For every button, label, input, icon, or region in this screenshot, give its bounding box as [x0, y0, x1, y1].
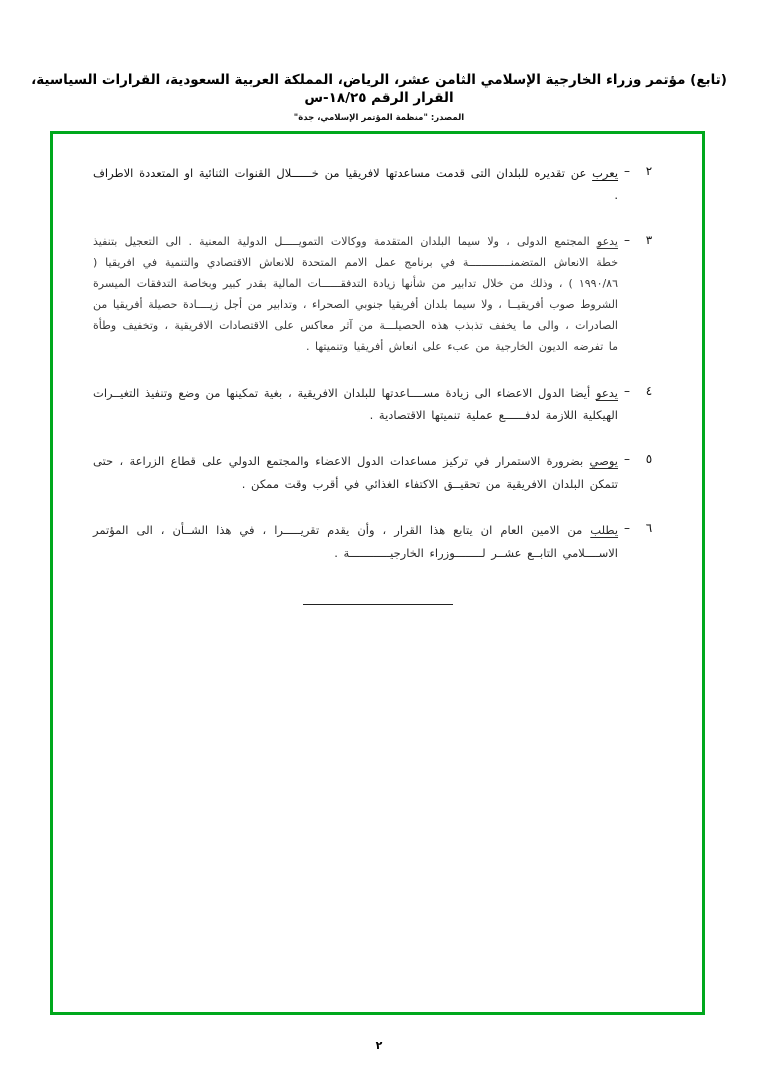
- clause-dash: –: [624, 164, 630, 178]
- frame-content: [53, 134, 702, 1012]
- clause-number: ٢: [645, 164, 653, 178]
- separator-rule-wrapper: [93, 604, 662, 605]
- clause-dash: –: [624, 521, 630, 536]
- clause-text: [93, 162, 618, 207]
- clause-item: [93, 231, 662, 358]
- clause-body-text: بضرورة الاستمرار في تركيز مساعدات الدول الاعضاء والمجتمع الدولي على قطاع الزراعة ، حتى تتمكن البلدان الافريقية من تحقيــق الاكتفاء الغذائي في أقرب وقت ممكن .: [93, 454, 618, 491]
- clause-text: [93, 450, 618, 495]
- source-line: المصدر: "منظمة المؤتمر الإسلامي، جدة": [293, 113, 465, 124]
- clause-body-text: المجتمع الدولى ، ولا سيما البلدان المتقدمة ووكالات التمويـــــل الدولية المعنية . الى التعجيل بتنفيذ خطة الانعاش المتضمنـــــــــــــة في برنامج عمل الامم المتحدة للانعاش الاقتصادي والتنمية في افريقيا ( ١٩٩٠/٨٦ ) ، وذلك من خلال تدابير من شأنها زيادة التدفقــــــات المالية بقدر كبير وبخاصة التدفقات الميسرة الشروط صوب أفريقيــا ، ولا سيما بلدان أفريقيا جنوبي الصحراء ، وتدابير من أجل زيــــادة حصيلة أفريقيا من الصادرات ، والى ما يخفف تذبذب هذه الحصيلـــة من آثر معاكس على الاقتصادات الافريقية ، وتخفيف وطأة ما تفرضه الديون الخارجية من عبء على انعاش أفريقيا وتنميتها .: [93, 234, 618, 354]
- clause-lead-verb: يدعو: [596, 234, 618, 248]
- clause-item: [93, 162, 662, 207]
- clause-body-text: عن تقديره للبلدان التى قدمت مساعدتها لافريقيا من خــــــلال القنوات الثنائية او المتعددة الاطراف .: [93, 166, 618, 203]
- clause-dash: –: [624, 452, 630, 467]
- clause-lead-verb: يدعو: [595, 385, 618, 400]
- page-number: ٢: [375, 1039, 383, 1052]
- clause-number: ٦: [645, 521, 653, 536]
- clause-dash: –: [624, 383, 630, 398]
- clause-item: [93, 450, 662, 495]
- document-header: [0, 72, 758, 123]
- clause-number: ٤: [645, 383, 653, 398]
- green-frame-box: [50, 131, 705, 1015]
- clause-number: ٣: [645, 232, 653, 247]
- clause-text: [93, 519, 618, 564]
- clause-lead-verb: يوصي: [589, 454, 618, 469]
- clause-lead-verb: يطلب: [590, 523, 619, 538]
- clause-item: [93, 382, 662, 427]
- clause-item: [93, 519, 662, 564]
- clause-body-text: أيضا الدول الاعضاء الى زيادة مســــاعدتها للبلدان الافريقية ، بغية تمكينها من وضع وتنفيذ التغيــرات الهيكلية اللازمة لدفــــــع عملية تنميتها الاقتصادية .: [93, 385, 618, 422]
- separator-rule: [303, 604, 453, 605]
- clause-lead-verb: يعرب: [592, 166, 619, 180]
- clause-text: [93, 382, 618, 427]
- clause-dash: –: [624, 232, 630, 247]
- page-title: (تابع) مؤتمر وزراء الخارجية الإسلامي الثامن عشر، الرياض، المملكة العربية السعودية، القرارات السياسية، القرار الرقم ١٨/٢٥-س: [31, 72, 727, 106]
- clause-text: [93, 231, 618, 358]
- clause-body-text: من الامين العام ان يتابع هذا القرار ، وأن يقدم تقريـــــرا ، في هذا الشــأن ، الى المؤتمر الاســــلامي التابــع عشــر لــــــــوزراء الخارجيــــــــــــة .: [93, 523, 618, 560]
- clause-number: ٥: [645, 452, 653, 467]
